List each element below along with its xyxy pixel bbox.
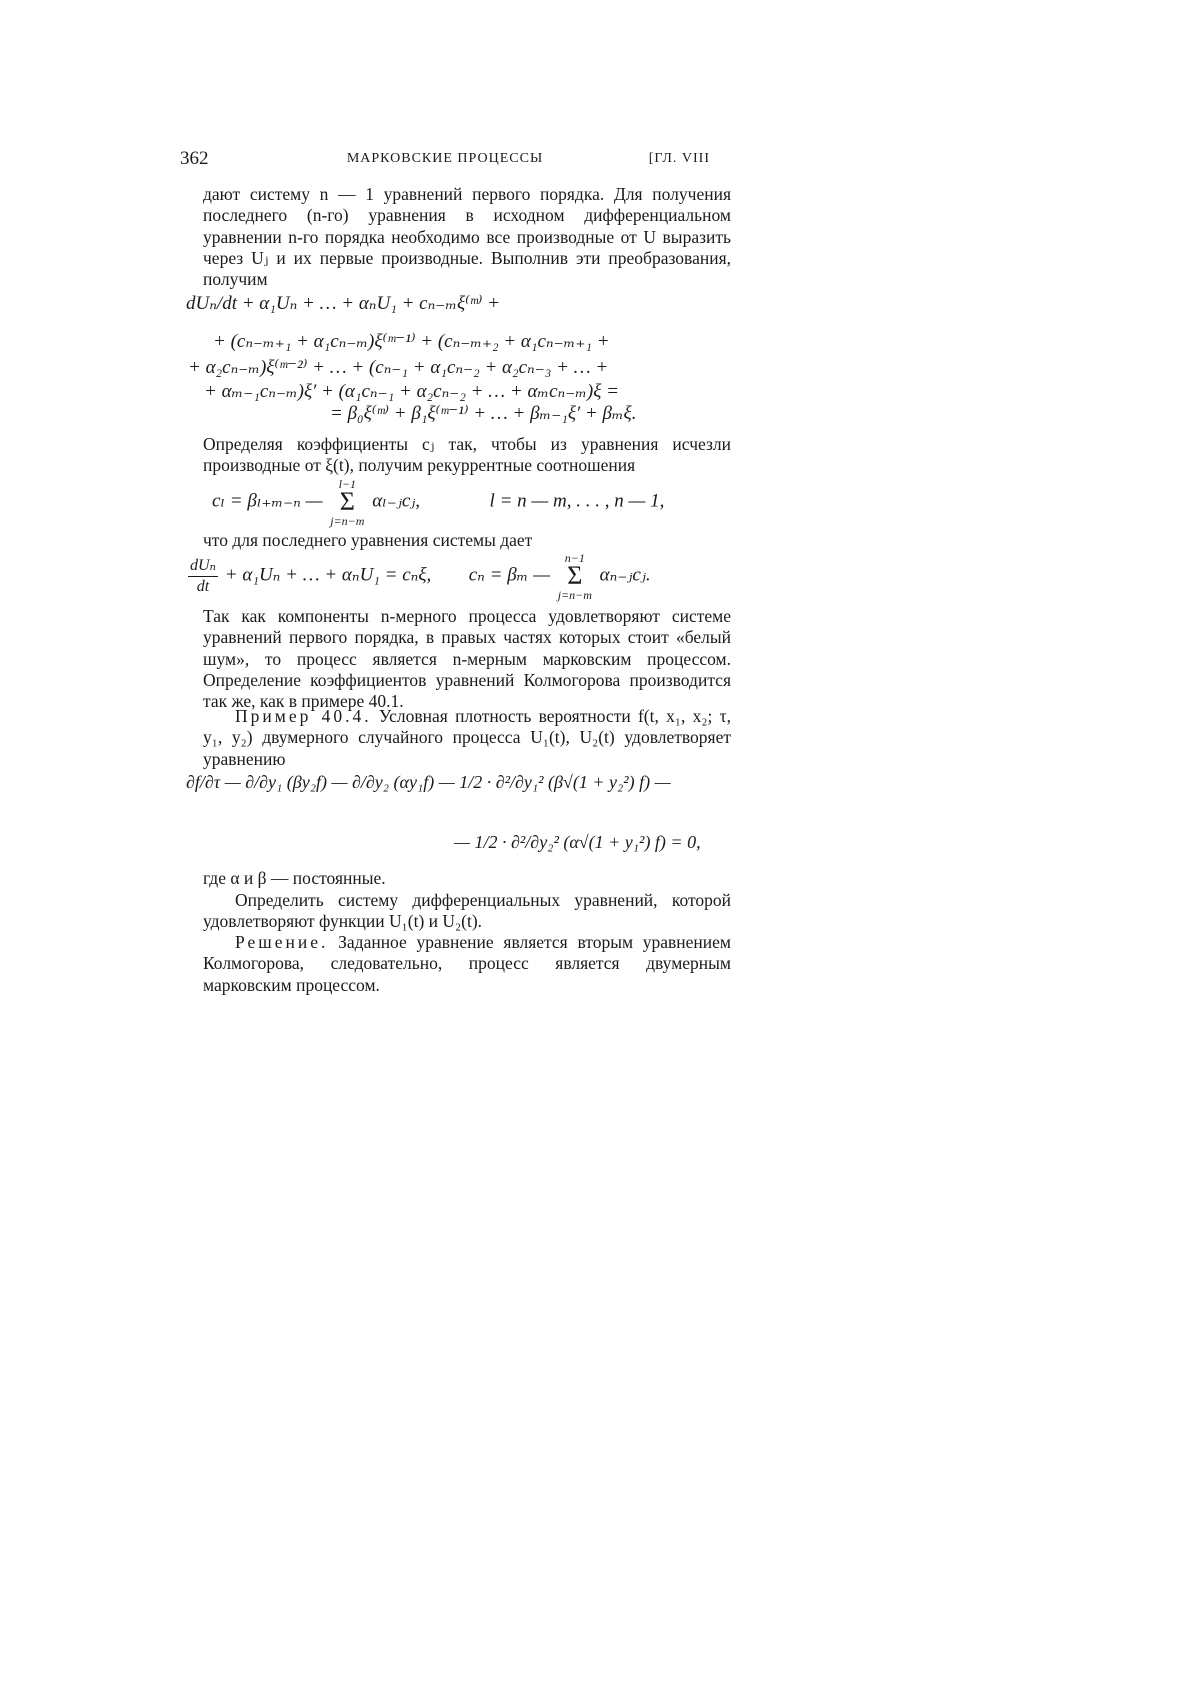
equation-1-line-3: + α₂cₙ₋ₘ)ξ⁽ᵐ⁻²⁾ + … + (cₙ₋₁ + α₁cₙ₋₂ + α₂cₙ₋₃ + … + <box>188 357 609 378</box>
equation-4-line-1: ∂f/∂τ — ∂/∂y₁ (βy₂f) — ∂/∂y₂ (αy₁f) — 1/2 · ∂²/∂y₁² (β√(1 + y₂²) f) — <box>186 772 671 792</box>
example-label: Пример 40.4. <box>235 706 372 726</box>
equation-1-line-4: + αₘ₋₁cₙ₋ₘ)ξ′ + (α₁cₙ₋₁ + α₂cₙ₋₂ + … + αₘcₙ₋ₘ)ξ = <box>204 381 619 402</box>
paragraph-markov-conclusion: Так как компоненты n-мерного процесса удовлетворяют системе уравнений первого порядка, в правых частях которых стоит «белый шум», то процесс является n-мерным марковским процессом. Определение коэффициентов уравнений Колмогорова производится так же, как в примере 40.1. <box>203 606 731 712</box>
paragraph-example <box>203 706 731 770</box>
solution-text: Заданное уравнение является вторым уравнением Колмогорова, следовательно, процесс является двумерным марковским процессом. <box>203 932 731 995</box>
running-title: МАРКОВСКИЕ ПРОЦЕССЫ <box>346 151 544 166</box>
paragraph-coefficients: Определяя коэффициенты cⱼ так, чтобы из уравнения исчезли производные от ξ(t), получим рекуррентные соотношения <box>203 434 731 476</box>
equation-3-right-b: αₙ₋ⱼcⱼ. <box>599 564 651 586</box>
equation-3-right-a: cₙ = βₘ — <box>468 564 550 586</box>
equation-2-range: l = n — m, . . . , n — 1, <box>489 490 665 512</box>
paragraph-intro: дают систему n — 1 уравнений первого порядка. Для получения последнего (n-го) уравнения в исходном дифференциальном уравнении n-го порядка необходимо все производные от U выразить через Uⱼ и их первые производные. Выполнив эти преобразования, получим <box>203 184 731 290</box>
paragraph-last-equation: что для последнего уравнения системы дает <box>203 530 533 550</box>
sum-sign: l−1 Σ j=n−m <box>330 477 365 528</box>
equation-1-line-2: + (cₙ₋ₘ₊₁ + α₁cₙ₋ₘ)ξ⁽ᵐ⁻¹⁾ + (cₙ₋ₘ₊₂ + α₁cₙ₋ₘ₊₁ + <box>213 331 610 352</box>
equation-3 <box>186 552 651 601</box>
paragraph-task: Определить систему дифференциальных уравнений, которой удовлетворяют функции U₁(t) и U₂(t). <box>203 890 731 932</box>
paragraph-solution <box>203 932 731 996</box>
paragraph-constants: где α и β — постоянные. <box>203 868 386 888</box>
chapter-label: [ГЛ. VIII <box>648 151 710 166</box>
equation-2-left: cₗ = βₗ₊ₘ₋ₙ — <box>212 490 323 512</box>
equation-1-line-5: = β₀ξ⁽ᵐ⁾ + β₁ξ⁽ᵐ⁻¹⁾ + … + βₘ₋₁ξ′ + βₘξ. <box>330 403 637 424</box>
page-number: 362 <box>180 148 209 169</box>
running-header <box>180 148 710 176</box>
equation-4-line-2: — 1/2 · ∂²/∂y₂² (α√(1 + y₁²) f) = 0, <box>454 832 701 852</box>
equation-3-left: + α₁Uₙ + … + αₙU₁ = cₙξ, <box>224 564 432 586</box>
fraction-dUn-dt: $\frac{\text{dUₙ}}{dt}$ <box>190 556 217 595</box>
solution-label: Решение. <box>235 932 329 952</box>
equation-1-line-1: dUₙ/dt + α₁Uₙ + … + αₙU₁ + cₙ₋ₘξ⁽ᵐ⁾ + <box>186 293 500 314</box>
equation-2-tail: αₗ₋ⱼcⱼ, <box>372 490 421 512</box>
example-text: Условная плотность вероятности f(t, x₁, x₂; τ, y₁, y₂) двумерного случайного процесса U₁(t), U₂(t) удовлетворяет уравнению <box>203 706 731 769</box>
equation-2 <box>212 478 664 527</box>
sum-sign: n−1 Σ j=n−m <box>557 551 592 602</box>
